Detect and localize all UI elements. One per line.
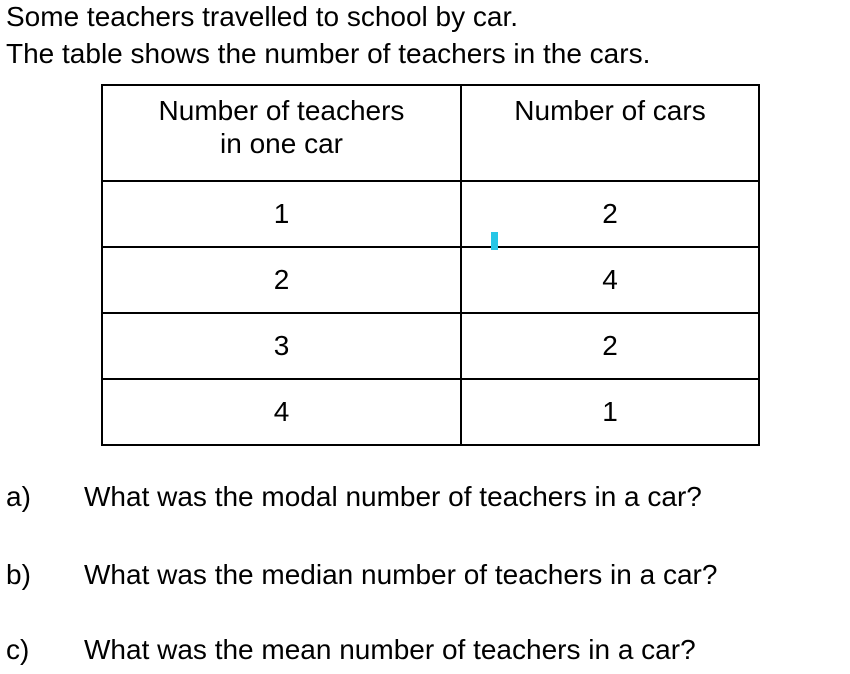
- header-cars-line-1: Number of cars: [514, 95, 706, 126]
- cars-cell: 4: [461, 247, 759, 313]
- teachers-cell: 4: [102, 379, 461, 445]
- table-row: [102, 379, 759, 445]
- teachers-cell: 1: [102, 181, 461, 247]
- question-c-text: What was the mean number of teachers in a car?: [84, 634, 696, 665]
- table-header-row: [102, 85, 759, 181]
- question-a-text: What was the modal number of teachers in a car?: [84, 481, 702, 512]
- question-b: [6, 559, 717, 591]
- intro-line-2: The table shows the number of teachers in the cars.: [6, 38, 651, 69]
- text-cursor-marker: [491, 232, 498, 250]
- cars-cell: 2: [461, 313, 759, 379]
- header-teachers-line-1: Number of teachers: [158, 95, 405, 126]
- table-row: [102, 247, 759, 313]
- intro-line-1: Some teachers travelled to school by car.: [6, 1, 519, 32]
- header-teachers-line-2: in one car: [220, 128, 343, 159]
- question-a: [6, 481, 702, 513]
- table-row: [102, 181, 759, 247]
- teachers-cars-table: [101, 84, 760, 446]
- question-c: [6, 634, 696, 666]
- teachers-cell: 2: [102, 247, 461, 313]
- teachers-cell: 3: [102, 313, 461, 379]
- question-b-letter: b): [6, 559, 31, 590]
- cars-cell: 1: [461, 379, 759, 445]
- table-row: [102, 313, 759, 379]
- question-b-text: What was the median number of teachers in a car?: [84, 559, 718, 590]
- question-a-letter: a): [6, 481, 31, 512]
- cars-cell: 2: [461, 181, 759, 247]
- header-teachers-per-car: [102, 85, 461, 181]
- question-c-letter: c): [6, 634, 30, 665]
- header-number-of-cars: [461, 85, 759, 181]
